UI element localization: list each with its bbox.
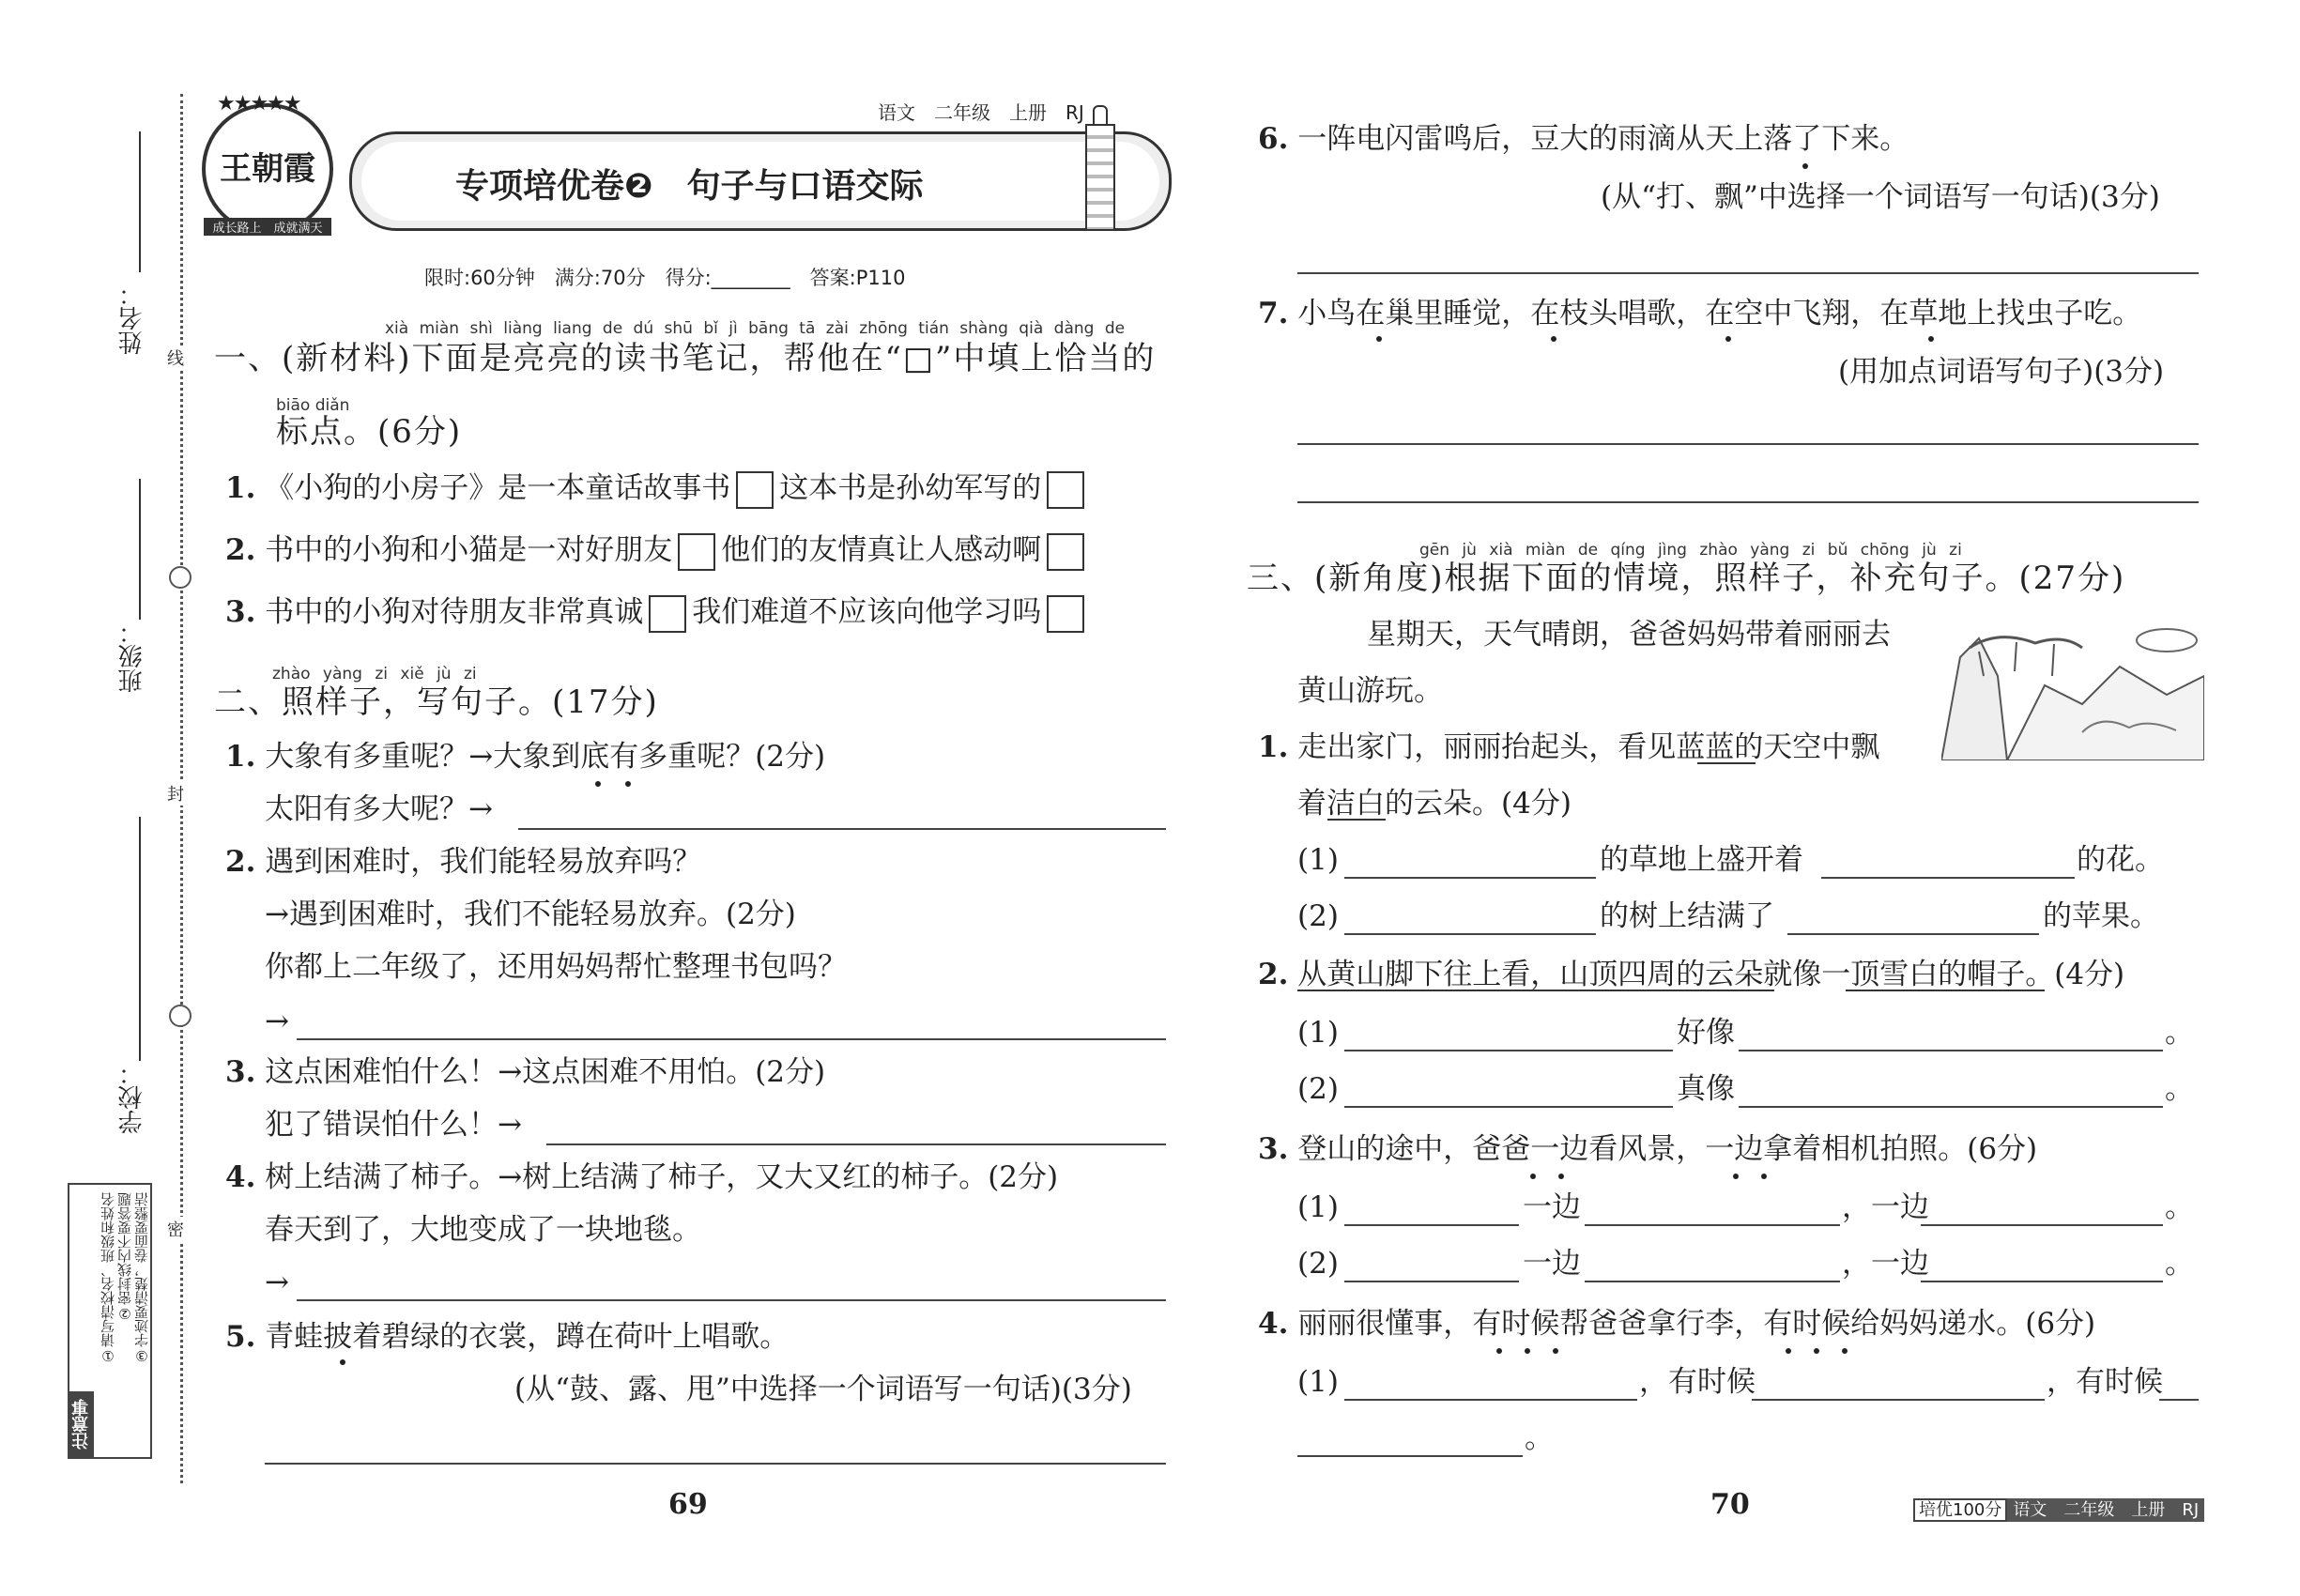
emphasis-dot (1376, 336, 1382, 342)
s1-item-2: 2. 书中的小狗和小猫是一对好朋友 他们的友情真让人感动啊 (225, 531, 1090, 571)
page-title: 专项培优卷❷ 句子与口语交际 (455, 167, 924, 206)
seal-circle-icon (169, 566, 192, 589)
s2-q4-arrow: → (265, 1266, 289, 1299)
emphasis-dot (1725, 336, 1731, 342)
answer-line[interactable] (1297, 501, 2199, 503)
lighthouse-icon (1080, 105, 1117, 227)
emphasis-dot (1928, 336, 1934, 342)
s3-q2-a2-num: (2) (1297, 1072, 1339, 1106)
punct-box[interactable] (649, 595, 686, 633)
s3-q2-a2-end: 。 (2165, 1072, 2194, 1106)
s3-q4-end: 。 (1525, 1421, 1554, 1455)
class-field-line[interactable] (139, 479, 141, 620)
section1-pinyin: xià miàn shì liàng liang de dú shū bǐ jì bāng tā zài zhōng tián shàng qià dàng de (385, 319, 1126, 338)
s3-q3-line1: 3. 登山的途中，爸爸一边看风景，一边拿着相机拍照。(6分) (1258, 1132, 2038, 1166)
logo-stars-icon: ★★★★★ (217, 92, 300, 115)
s3-q2-a1-mid: 好像 (1677, 1016, 1735, 1050)
s2-q7-requirement: (用加点词语写句子)(3分) (1838, 355, 2165, 389)
answer-line[interactable] (1297, 443, 2199, 445)
footer-badge-info: 语文 二年级 上册 RJ (2007, 1498, 2204, 1522)
title-banner (349, 131, 1172, 231)
answer-line[interactable] (1344, 1399, 1637, 1401)
emphasis-dot (340, 1359, 345, 1365)
s2-q6-requirement: (从“打、飘”中选择一个词语写一句话)(3分) (1601, 180, 2160, 214)
seal-mark-xian: 线 (167, 345, 184, 370)
answer-line[interactable] (1297, 272, 2199, 274)
emphasis-dot (625, 781, 631, 787)
s2-q2-example1: 2. 遇到困难时，我们能轻易放弃吗？ (225, 845, 702, 879)
answer-line[interactable] (1344, 1281, 1519, 1282)
s3-q3-a2-end: 。 (2165, 1247, 2194, 1281)
s2-q3-example: 3. 这点困难怕什么！→这点困难不用怕。(2分) (225, 1055, 826, 1089)
s3-intro-1: 星期天，天气晴朗，爸爸妈妈带着丽丽去 (1367, 618, 1891, 652)
school-field-line[interactable] (139, 817, 141, 1061)
notes-box (68, 1183, 152, 1459)
s3-q1-a1-end: 的花。 (2077, 843, 2164, 877)
answer-line[interactable] (1739, 1106, 2163, 1108)
emphasis-dot (1761, 1174, 1767, 1179)
s2-q2-example2: →遇到困难时，我们不能轻易放弃。(2分) (265, 898, 796, 931)
s3-q2-a2-mid: 真像 (1677, 1072, 1735, 1106)
huangshan-mountain-image (1941, 620, 2204, 760)
emphasis-dot (1733, 1174, 1739, 1179)
s3-q2-line1: 2. 从黄山脚下往上看，山顶四周的云朵就像一顶雪白的帽子。(4分) (1258, 958, 2125, 991)
answer-line[interactable] (1344, 1106, 1673, 1108)
answer-line[interactable] (1787, 933, 2039, 935)
notes-title: 注意事项 (69, 1391, 94, 1457)
footer-badge (1913, 1496, 2204, 1521)
name-label: 姓名： (118, 282, 146, 355)
underline-mark (1697, 762, 1756, 764)
emphasis-dot (1530, 1174, 1536, 1179)
section1-pinyin2: biāo diǎn (276, 396, 350, 415)
seal-circle-icon (169, 1005, 192, 1027)
section1-title-a: 一、(新材料)下面是亮亮的读书笔记，帮他在“□”中填上恰当的 (214, 340, 1157, 377)
answer-line[interactable] (1921, 1281, 2163, 1282)
info-line: 限时:60分钟 满分:70分 得分:________ 答案:P110 (424, 267, 906, 289)
emphasis-dot (1786, 1348, 1791, 1354)
s3-q1-a2-num: (2) (1297, 899, 1339, 933)
s2-q6-text: 6. 一阵电闪雷鸣后，豆大的雨滴从天上落了下来。 (1258, 122, 1909, 156)
s3-q3-a1-w2: ，一边 (1842, 1190, 1929, 1224)
section2-title: 二、照样子，写句子。(17分) (214, 683, 659, 721)
logo-text: 王朝霞 (220, 150, 315, 188)
emphasis-dot (1525, 1348, 1530, 1354)
answer-line[interactable] (1297, 1455, 1523, 1457)
s3-q1-line2: 着洁白的云朵。(4分) (1297, 787, 1572, 821)
s3-q3-a1-num: (1) (1297, 1190, 1339, 1224)
emphasis-dot (595, 781, 601, 787)
s2-q3-question: 犯了错误怕什么！→ (265, 1108, 522, 1142)
s3-q1-a1-num: (1) (1297, 843, 1339, 877)
s3-q4-a1-w2: ，有时候 (2047, 1365, 2163, 1399)
s3-q3-a1-end: 。 (2165, 1190, 2194, 1224)
s2-q1-example: 1. 大象有多重呢？→大象到底有多重呢？(2分) (225, 740, 826, 774)
s3-q3-a2-num: (2) (1297, 1247, 1339, 1281)
answer-line[interactable] (1585, 1281, 1840, 1282)
answer-line[interactable] (1344, 1224, 1519, 1226)
answer-line[interactable] (1585, 1224, 1840, 1226)
emphasis-dot (1802, 163, 1808, 169)
answer-line[interactable] (546, 1143, 1166, 1145)
s3-q2-a1-num: (1) (1297, 1016, 1339, 1050)
seal-mark-feng: 封 (167, 781, 184, 806)
section3-title: 三、(新角度)根据下面的情境，照样子，补充句子。(27分) (1247, 560, 2126, 597)
s1-item-1: 1. 《小狗的小房子》是一本童话故事书 这本书是孙幼军写的 (225, 469, 1090, 509)
s3-q3-a1-w1: 一边 (1523, 1190, 1581, 1224)
s2-q5-text: 5. 青蛙披着碧绿的衣裳，蹲在荷叶上唱歌。 (225, 1320, 790, 1354)
s3-q4-a1-w1: ，有时候 (1639, 1365, 1756, 1399)
s3-intro-2: 黄山游玩。 (1297, 674, 1443, 708)
note-2: ②密封线内不要答题 (116, 1192, 133, 1322)
note-3: ③字迹要清楚，卷面要整洁 (133, 1192, 150, 1364)
answer-line[interactable] (1344, 933, 1596, 935)
seal-mark-mi: 密 (167, 1217, 184, 1241)
answer-line[interactable] (1821, 877, 2075, 879)
answer-line[interactable] (265, 1463, 1166, 1465)
emphasis-dot (1558, 1174, 1564, 1179)
header-meta: 语文 二年级 上册 RJ (878, 101, 1084, 124)
s1-item-3: 3. 书中的小狗对待朋友非常真诚 我们难道不应该向他学习吗 (225, 593, 1090, 633)
punct-box[interactable] (1047, 471, 1084, 509)
s3-q4-a1-num: (1) (1297, 1365, 1339, 1399)
note-1: ①请写清校名、班级和姓名 (100, 1192, 116, 1364)
emphasis-dot (1496, 1348, 1502, 1354)
underline-mark (1846, 990, 2045, 991)
punct-box[interactable] (678, 533, 715, 571)
s3-q1-line1: 1. 走出家门，丽丽抬起头，看见蓝蓝的天空中飘 (1258, 730, 1880, 764)
s3-q1-a2-mid: 的树上结满了 (1600, 899, 1774, 933)
section1-title-b: 标点。(6分) (276, 413, 463, 451)
answer-line[interactable] (2159, 1399, 2199, 1401)
page-number-right: 70 (1710, 1488, 1750, 1521)
s3-q1-a1-mid: 的草地上盛开着 (1600, 843, 1803, 877)
punct-box[interactable] (736, 471, 774, 509)
page-number-left: 69 (668, 1488, 708, 1521)
emphasis-dot (1814, 1348, 1819, 1354)
punct-box[interactable] (1047, 533, 1084, 571)
emphasis-dot (1553, 1348, 1558, 1354)
s3-q2-a1-end: 。 (2165, 1016, 2194, 1050)
section3-pinyin: gēn jù xià miàn de qíng jìng zhào yàng zi bǔ chōng jù zi (1419, 541, 1962, 560)
answer-line[interactable] (1921, 1224, 2163, 1226)
punct-box[interactable] (1047, 595, 1084, 633)
answer-line[interactable] (518, 828, 1166, 830)
emphasis-dot (1551, 336, 1556, 342)
answer-line[interactable] (1344, 877, 1596, 879)
section2-pinyin: zhào yàng zi xiě jù zi (272, 665, 477, 683)
answer-line[interactable] (1344, 1050, 1673, 1051)
s2-q4-example: 4. 树上结满了柿子。→树上结满了柿子，又大又红的柿子。(2分) (225, 1160, 1059, 1194)
s2-q4-question: 春天到了，大地变成了一块地毯。 (265, 1213, 701, 1247)
emphasis-dot (1842, 1348, 1848, 1354)
answer-line[interactable] (297, 1038, 1166, 1040)
answer-line[interactable] (297, 1299, 1166, 1301)
s2-q7-text: 7. 小鸟在巢里睡觉，在枝头唱歌，在空中飞翔，在草地上找虫子吃。 (1258, 297, 2142, 330)
underline-mark (1327, 819, 1386, 821)
name-field-line[interactable] (139, 131, 141, 272)
s3-q1-a2-end: 的苹果。 (2043, 899, 2159, 933)
logo-badge (202, 92, 333, 236)
s2-q2-arrow: → (265, 1005, 289, 1038)
school-label: 学校： (118, 1061, 146, 1134)
class-label: 班级： (118, 620, 146, 693)
s3-q3-a2-w2: ，一边 (1842, 1247, 1929, 1281)
answer-line[interactable] (1739, 1050, 2163, 1051)
underline-mark (1297, 990, 1774, 991)
answer-line[interactable] (1752, 1399, 2045, 1401)
s3-q4-line1: 4. 丽丽很懂事，有时候帮爸爸拿行李，有时候给妈妈递水。(6分) (1258, 1307, 2096, 1341)
logo-slogan: 成长路上 成就满天 (204, 218, 331, 236)
footer-badge-brand: 培优100分 (1913, 1498, 2007, 1522)
s3-q3-a2-w1: 一边 (1523, 1247, 1581, 1281)
s2-q2-question: 你都上二年级了，还用妈妈帮忙整理书包吗？ (265, 950, 847, 984)
s2-q5-requirement: (从“鼓、露、甩”中选择一个词语写一句话)(3分) (514, 1373, 1132, 1406)
s2-q1-question: 太阳有多大呢？→ (265, 792, 493, 826)
